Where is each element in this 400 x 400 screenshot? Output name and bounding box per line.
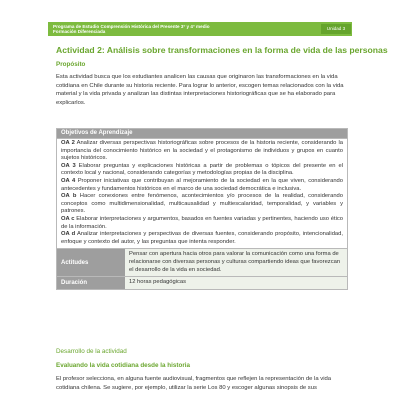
page-header — [0, 0, 400, 40]
development-heading: Desarrollo de la actividad — [56, 348, 127, 355]
duration-row — [57, 276, 347, 289]
objective-text: Analizar diversas perspectivas historiográficas sobre procesos de la historia reciente, considerando la importancia del conocimiento histórico en la sociedad y el protagonismo de individuos y grupos en cuanto sujetos históricos. — [61, 140, 343, 162]
objective-text: Elaborar interpretaciones y argumentos, basados en fuentes variadas y pertinentes, haciendo uso ético de la información. — [61, 215, 343, 230]
objective-item — [61, 193, 343, 216]
objective-code: OA c — [61, 215, 75, 222]
objective-code: OA b — [61, 193, 77, 200]
objective-text: Elaborar preguntas y explicaciones históricas a partir de problemas o tópicos del presente en el contexto local y nacional, considerando categorías y metodologías propias de la disciplina. — [61, 162, 343, 177]
development-text: El profesor selecciona, en alguna fuente audiovisual, fragmentos que reflejen la representación de la vida cotidiana chilena. Se sugiere, por ejemplo, utilizar la serie Los 80 y escoger algunas sinopsis de sus — [56, 376, 332, 391]
objective-item — [61, 163, 343, 178]
header-program: Programa de Estudio Comprensión Histórica del Presente 3° y 4° medio — [53, 24, 210, 29]
objective-code: OA 2 — [61, 140, 75, 146]
objective-item — [61, 231, 343, 246]
objective-item — [61, 178, 343, 193]
header-text — [53, 24, 210, 35]
header-formation: Formación Diferenciada — [53, 29, 106, 35]
purpose-text: Esta actividad busca que los estudiantes analicen las causas que originaron las transformaciones en la vida cotidiana en Chile durante su historia reciente. Para lograr lo anterior, escogen temas relacionados con la vida material y la vida privada y analizan las distintas interpretaciones historiográficas que se ha elaborado para explicarlos. — [56, 74, 344, 106]
unit-badge: Unidad 3 — [321, 24, 351, 34]
objective-item — [61, 216, 343, 231]
objectives-table — [56, 128, 348, 290]
objectives-list — [57, 139, 347, 248]
objectives-heading: Objetivos de Aprendizaje — [57, 129, 347, 139]
evaluation-heading: Evaluando la vida cotidiana desde la historia — [56, 362, 191, 369]
duration-label: Duración — [57, 277, 125, 289]
attitudes-label: Actitudes — [57, 249, 125, 276]
activity-title: Actividad 2: Análisis sobre transformaciones en la forma de vida de las personas — [56, 45, 388, 55]
objective-code: OA 3 — [61, 162, 76, 169]
objective-item — [61, 140, 343, 163]
objective-code: OA 4 — [61, 177, 76, 184]
objective-text: Analizar interpretaciones y perspectivas de diversas fuentes, considerando propósito, intencionalidad, enfoque y contexto del autor, y las preguntas que intenta responder. — [61, 231, 343, 245]
objective-text: Hacer conexiones entre fenómenos, acontecimientos y/o procesos de la realidad, considerando conceptos como multidimensionalidad, multicausalidad y multiescalaridad, temporalidad, y variables y patrones. — [61, 193, 343, 215]
purpose-heading: Propósito — [56, 61, 86, 68]
objective-text: Proponer iniciativas que contribuyan al mejoramiento de la sociedad en la que viven, considerando antecedentes y fundamentos históricos en el marco de una sociedad democrática e inclusiva. — [61, 177, 343, 192]
attitudes-row — [57, 248, 347, 276]
duration-text: 12 horas pedagógicas — [125, 277, 347, 289]
attitudes-text: Pensar con apertura hacia otros para valorar la comunicación como una forma de relacionarse con diversas personas y culturas compartiendo ideas que favorezcan el desarrollo de la vida en sociedad. — [125, 249, 347, 276]
objective-code: OA d — [61, 231, 76, 238]
